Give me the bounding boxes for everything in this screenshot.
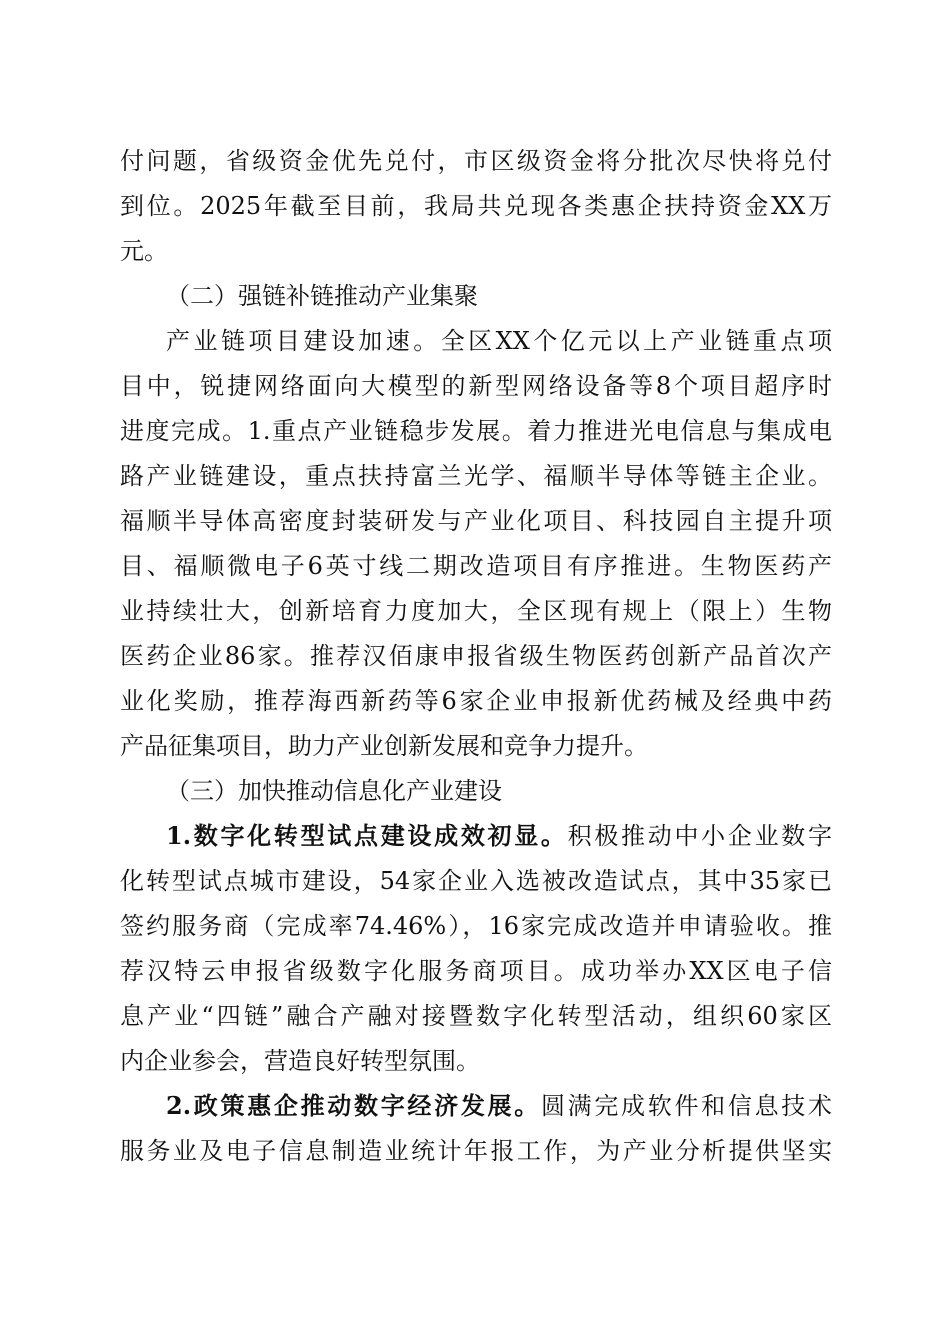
- text-line: 息产业“四链”融合产融对接暨数字化转型活动，组织60家区: [120, 1002, 832, 1030]
- text-line: 付问题，省级资金优先兑付，市区级资金将分批次尽快将兑付: [120, 147, 832, 175]
- text-line: 进度完成。1.重点产业链稳步发展。着力推进光电信息与集成电: [120, 417, 832, 445]
- text-line: 内企业参会，营造良好转型氛围。: [120, 1047, 480, 1075]
- text-line: 签约服务商（完成率74.46%），16家完成改造并申请验收。推: [120, 912, 832, 940]
- text-line: 服务业及电子信息制造业统计年报工作，为产业分析提供坚实: [120, 1137, 832, 1165]
- text-line: 目中，锐捷网络面向大模型的新型网络设备等8个项目超序时: [120, 372, 832, 400]
- text-line: 化转型试点城市建设，54家企业入选被改造试点，其中35家已: [120, 867, 832, 895]
- text-line: 路产业链建设，重点扶持富兰光学、福顺半导体等链主企业。: [120, 462, 832, 490]
- text-line: 医药企业86家。推荐汉佰康申报省级生物医药创新产品首次产: [120, 642, 832, 670]
- text-line: 业化奖励，推荐海西新药等6家企业申报新优药械及经典中药: [120, 687, 832, 715]
- text-line: 产品征集项目，助力产业创新发展和竞争力提升。: [120, 732, 648, 760]
- text-line: 产业链项目建设加速。全区XX个亿元以上产业链重点项: [166, 327, 832, 355]
- section-heading: （三）加快推动信息化产业建设: [166, 777, 502, 805]
- text-line: 业持续壮大，创新培育力度加大，全区现有规上（限上）生物: [120, 597, 832, 625]
- text-line: 目、福顺微电子6英寸线二期改造项目有序推进。生物医药产: [120, 552, 832, 580]
- bold-lead: 2.政策惠企推动数字经济发展。: [166, 1091, 541, 1120]
- text-span: 圆满完成软件和信息技术: [540, 1092, 832, 1120]
- text-line: 福顺半导体高密度封装研发与产业化项目、科技园自主提升项: [120, 507, 832, 535]
- text-line: [166, 816, 832, 856]
- text-span: 积极推动中小企业数字: [567, 822, 832, 850]
- text-line: [166, 1086, 832, 1126]
- section-heading: （二）强链补链推动产业集聚: [166, 282, 478, 310]
- text-line: 元。: [120, 237, 168, 265]
- bold-lead: 1.数字化转型试点建设成效初显。: [166, 821, 568, 850]
- text-line: 荐汉特云申报省级数字化服务商项目。成功举办XX区电子信: [120, 957, 832, 985]
- text-line: 到位。2025年截至目前，我局共兑现各类惠企扶持资金XX万: [120, 192, 832, 220]
